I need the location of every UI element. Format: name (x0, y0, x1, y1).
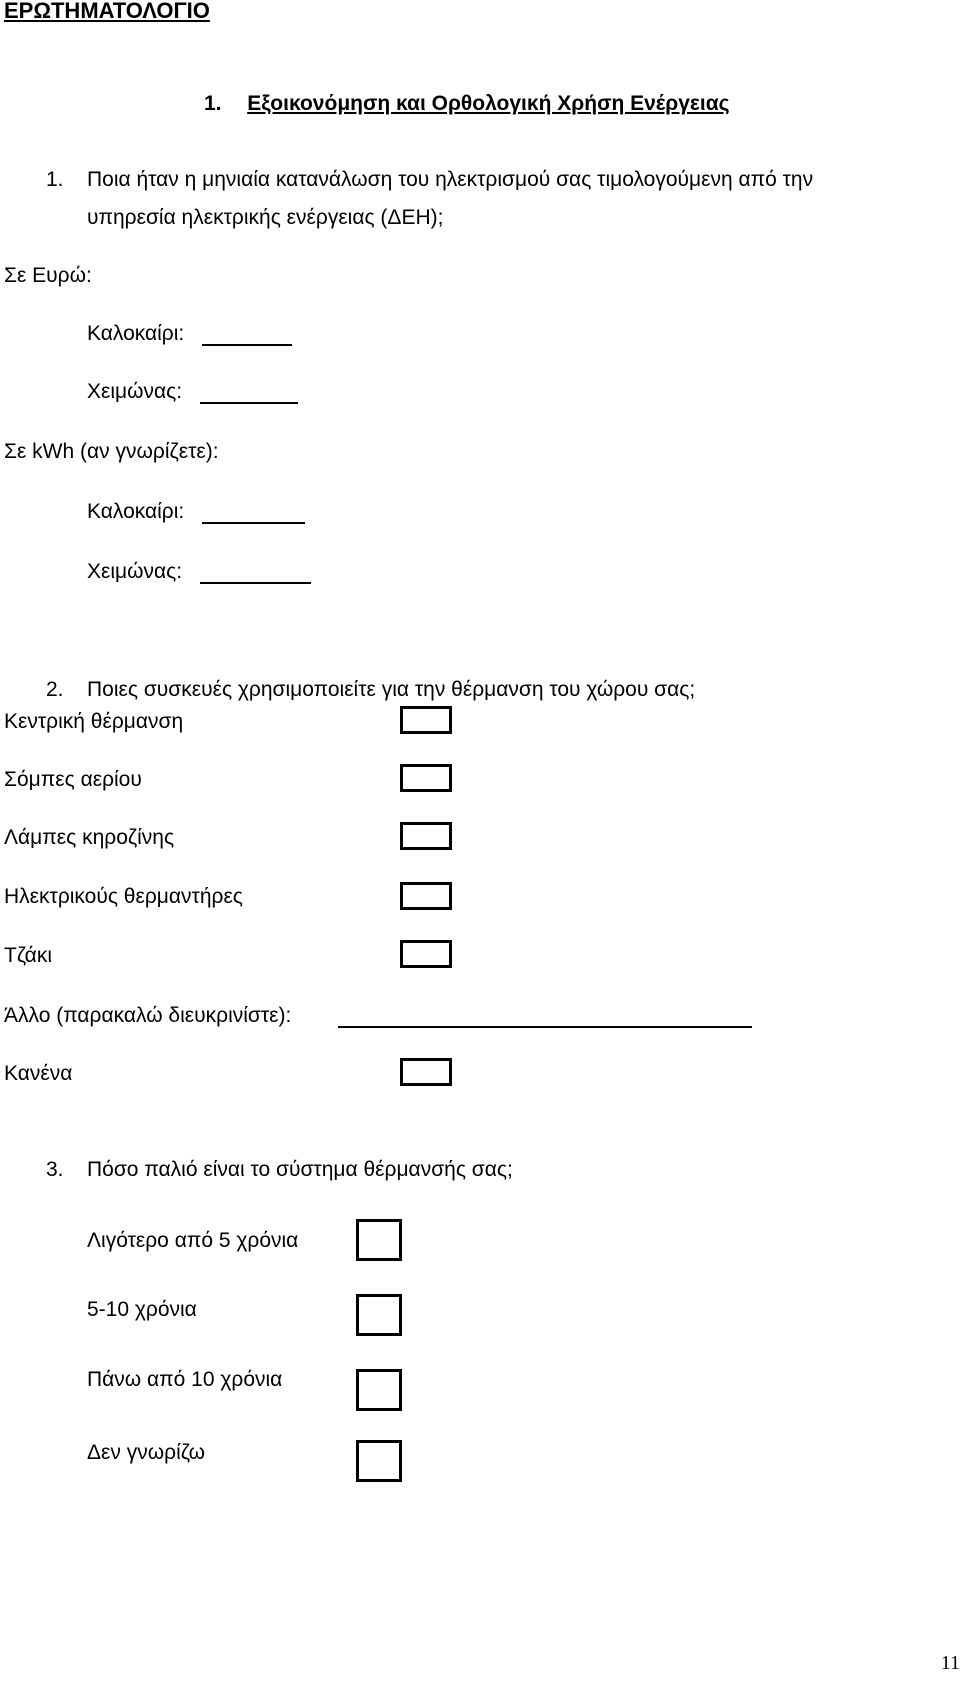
q1-text-line1: Ποια ήταν η μηνιαία κατανάλωση του ηλεκτρισμού σας τιμολογούμενη από την (87, 168, 814, 191)
checkbox-gas-stoves[interactable] (400, 764, 452, 792)
checkbox-kerosene-lamps[interactable] (400, 822, 452, 850)
q2-option-none: Κανένα (4, 1062, 73, 1085)
q2-text: Ποιες συσκευές χρησιμοποιείτε για την θέρμανση του χώρου σας; (87, 678, 696, 701)
q2-option-fireplace: Τζάκι (4, 944, 52, 967)
q3-text: Πόσο παλιό είναι το σύστημα θέρμανσής σας; (87, 1158, 513, 1181)
q1-number: 1. (46, 168, 64, 191)
q2-option-electric-heaters: Ηλεκτρικούς θερμαντήρες (4, 885, 243, 908)
q2-other-blank[interactable] (338, 1026, 752, 1028)
euro-summer-label: Καλοκαίρι: (87, 322, 185, 345)
section-heading (204, 92, 730, 116)
section-number: 1. (204, 92, 222, 115)
q2-option-kerosene-lamps: Λάμπες κηροζίνης (4, 826, 175, 849)
kwh-summer-blank[interactable] (202, 522, 305, 524)
euro-label: Σε Ευρώ: (4, 264, 92, 287)
kwh-label: Σε kWh (αν γνωρίζετε): (4, 440, 219, 463)
q2-option-central-heating: Κεντρική θέρμανση (4, 710, 184, 733)
kwh-winter-blank[interactable] (200, 582, 311, 584)
checkbox-over-10-years[interactable] (356, 1369, 402, 1411)
q2-number: 2. (46, 678, 64, 701)
euro-winter-label: Χειμώνας: (87, 380, 183, 403)
checkbox-less-5-years[interactable] (356, 1219, 402, 1261)
q3-option-5-10: 5-10 χρόνια (87, 1298, 197, 1321)
q3-number: 3. (46, 1158, 64, 1181)
q3-option-dont-know: Δεν γνωρίζω (87, 1441, 205, 1464)
checkbox-dont-know[interactable] (356, 1440, 402, 1482)
document-title: ΕΡΩΤΗΜΑΤΟΛΟΓΙΟ (4, 0, 210, 23)
kwh-winter-label: Χειμώνας: (87, 560, 183, 583)
checkbox-fireplace[interactable] (400, 940, 452, 968)
checkbox-electric-heaters[interactable] (400, 882, 452, 910)
section-title: Εξοικονόμηση και Ορθολογική Χρήση Ενέργειας (247, 92, 730, 115)
q2-option-gas-stoves: Σόμπες αερίου (4, 768, 142, 791)
checkbox-none[interactable] (400, 1058, 452, 1086)
q2-other-label: Άλλο (παρακαλώ διευκρινίστε): (4, 1004, 292, 1027)
euro-winter-blank[interactable] (200, 402, 298, 404)
q3-option-over-10: Πάνω από 10 χρόνια (87, 1368, 283, 1391)
q1-text-line2: υπηρεσία ηλεκτρικής ενέργειας (ΔΕΗ); (87, 206, 444, 229)
euro-summer-blank[interactable] (202, 344, 292, 346)
checkbox-central-heating[interactable] (400, 706, 452, 734)
page-number: 11 (940, 1652, 960, 1674)
checkbox-5-10-years[interactable] (356, 1294, 402, 1336)
q3-option-less-5: Λιγότερο από 5 χρόνια (87, 1229, 299, 1252)
kwh-summer-label: Καλοκαίρι: (87, 500, 185, 523)
